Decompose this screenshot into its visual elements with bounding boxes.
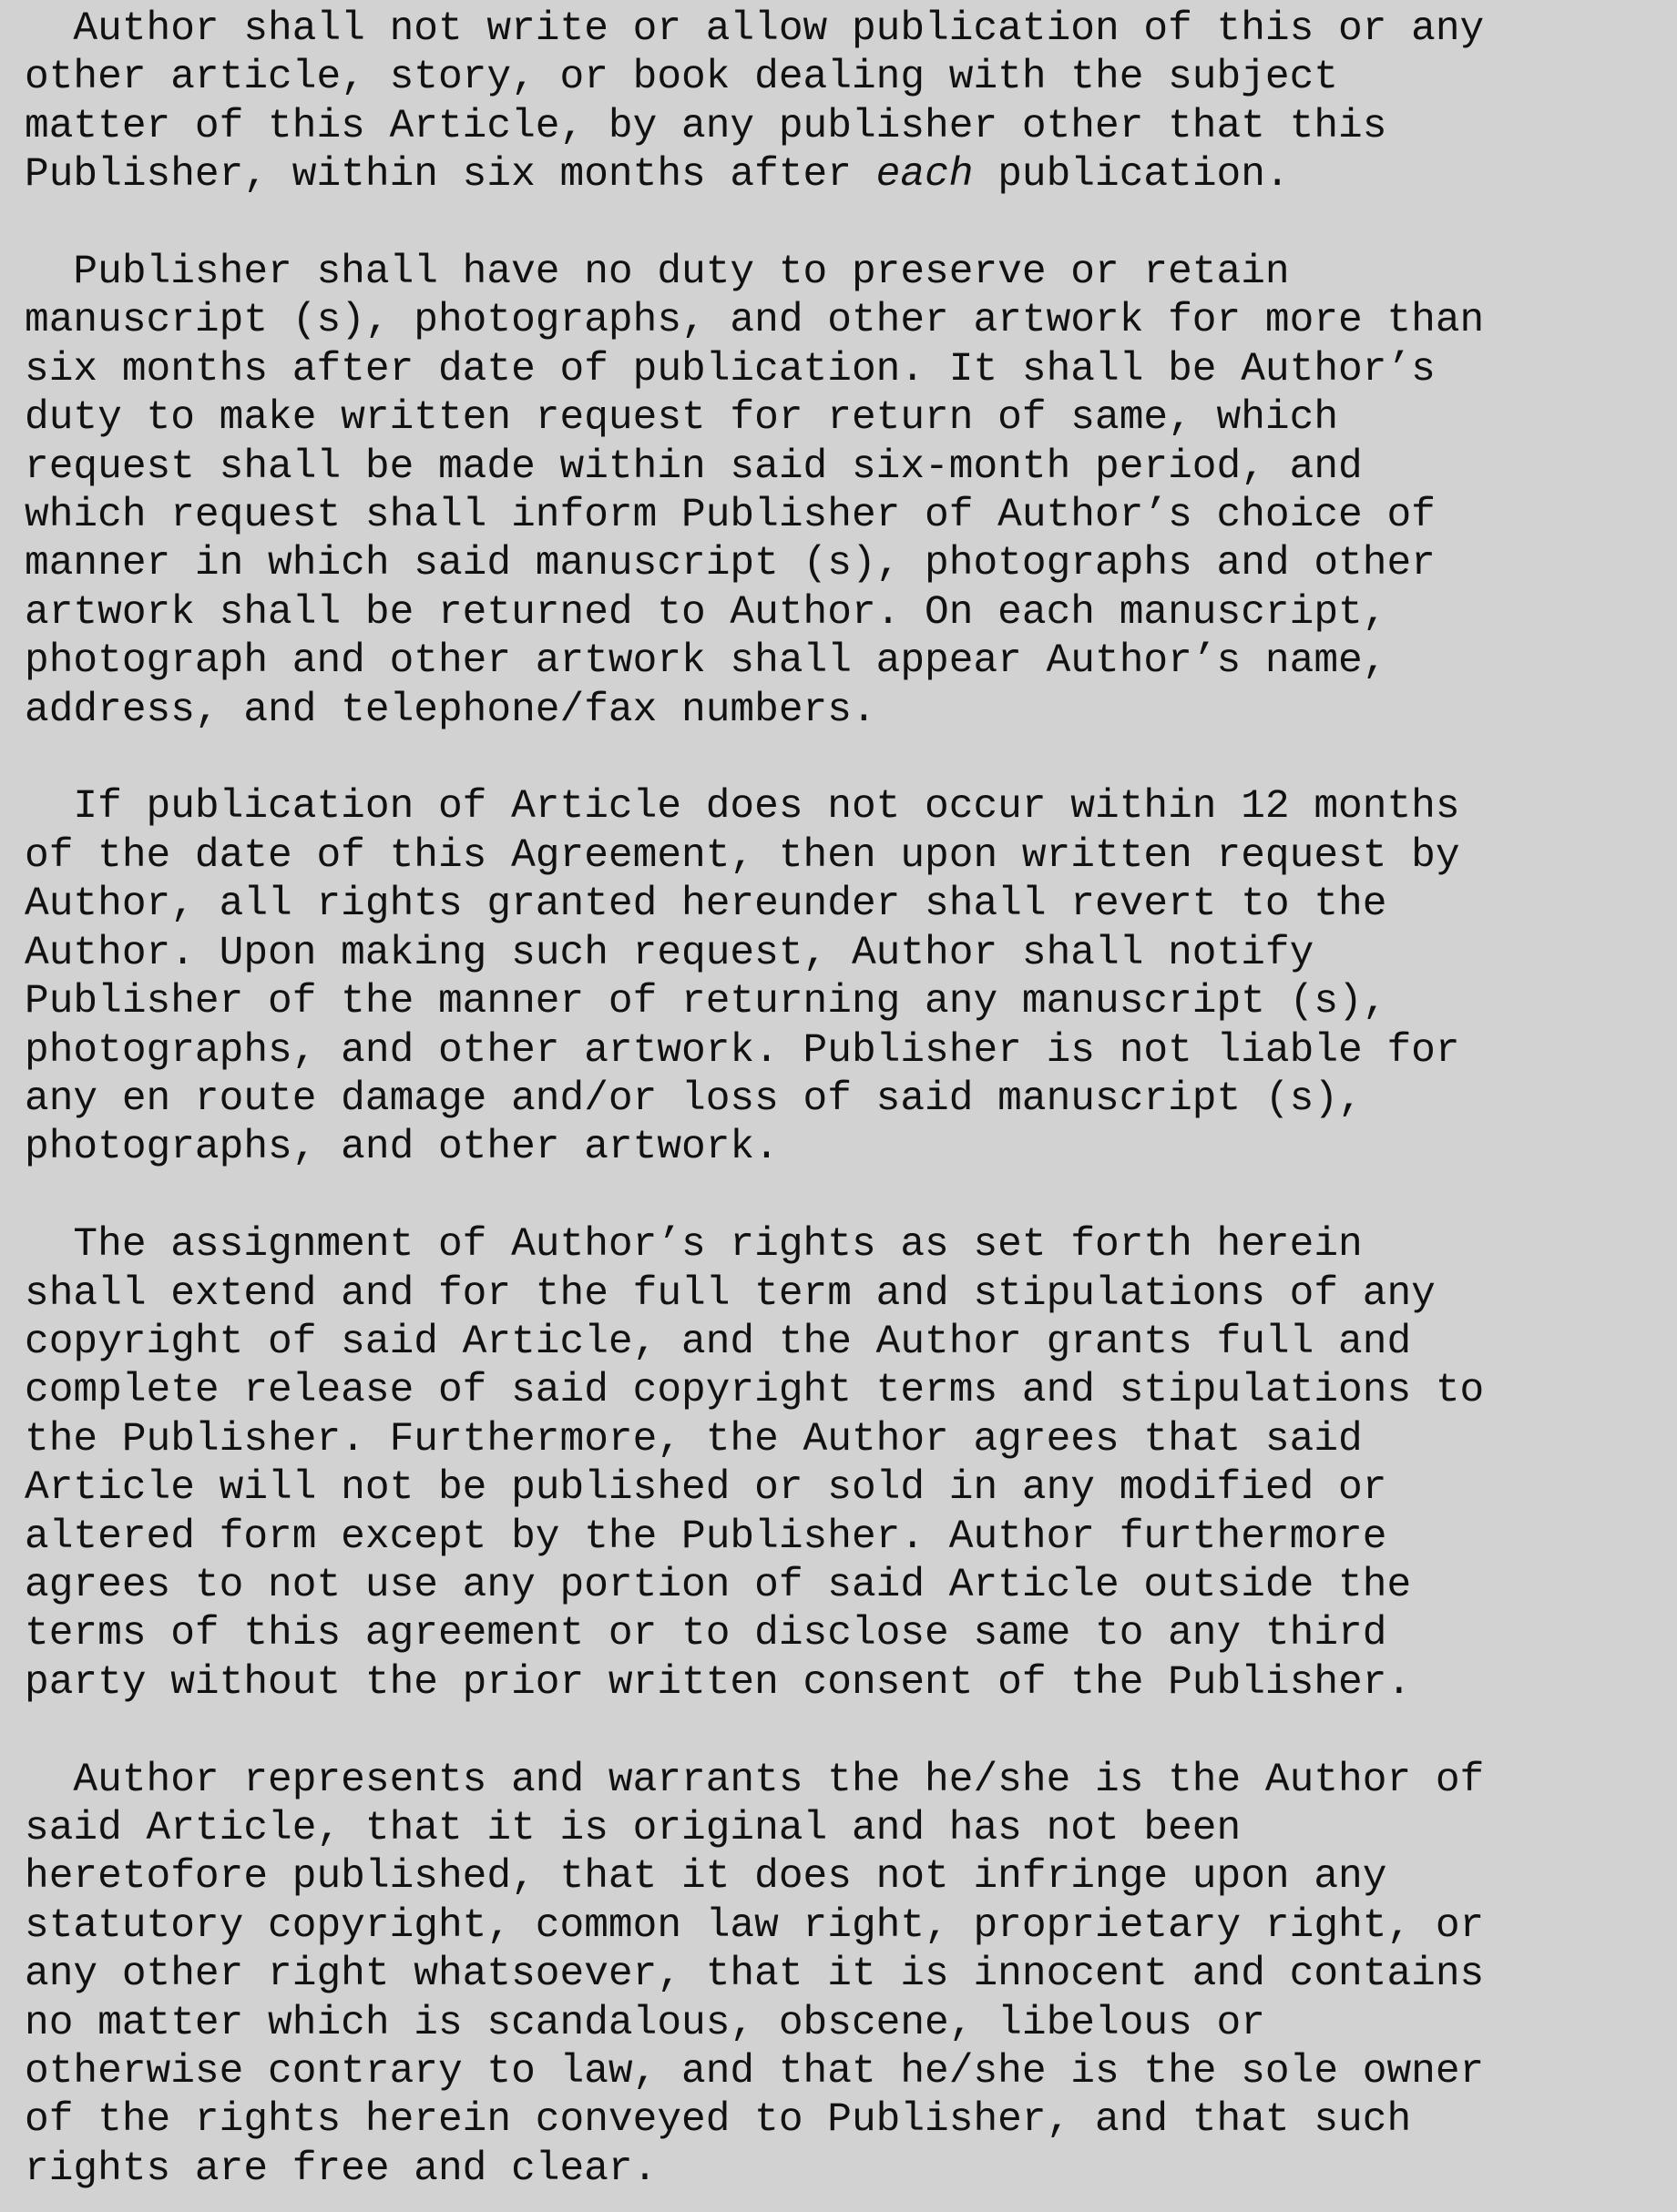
- text-line: Publisher shall have no duty to preserve or retain: [25, 250, 1290, 296]
- text-line: rights are free and clear.: [25, 2146, 658, 2192]
- text-line: Author shall not write or allow publication of this or any: [25, 6, 1485, 52]
- text-line: duty to make written request for return of same, which: [25, 395, 1339, 442]
- paragraph-3: [25, 783, 1668, 1172]
- text-line: photographs, and other artwork.: [25, 1125, 779, 1171]
- text-line: no matter which is scandalous, obscene, libelous or: [25, 2000, 1265, 2046]
- text-line: other article, story, or book dealing with the subject: [25, 55, 1339, 101]
- text-line: any other right whatsoever, that it is innocent and contains: [25, 1952, 1485, 1998]
- text-line: altered form except by the Publisher. Author furthermore: [25, 1514, 1387, 1560]
- text-line: artwork shall be returned to Author. On each manuscript,: [25, 589, 1387, 636]
- paragraph-2: [25, 249, 1668, 735]
- text-line: photographs, and other artwork. Publisher is not liable for: [25, 1027, 1460, 1074]
- text-line: shall extend and for the full term and stipulations of any: [25, 1270, 1436, 1317]
- text-line: copyright of said Article, and the Author grants full and: [25, 1319, 1412, 1365]
- text-line: six months after date of publication. It shall be Author’s: [25, 346, 1436, 392]
- paragraph-1: [25, 5, 1668, 200]
- text-line: party without the prior written consent of the Publisher.: [25, 1659, 1412, 1706]
- text-line: manner in which said manuscript (s), photographs and other: [25, 541, 1436, 587]
- paragraph-4: [25, 1221, 1668, 1707]
- text-line: agrees to not use any portion of said Article outside the: [25, 1562, 1412, 1608]
- text-line: address, and telephone/fax numbers.: [25, 687, 876, 733]
- text-line: request shall be made within said six-month period, and: [25, 443, 1363, 490]
- text-line: the Publisher. Furthermore, the Author agrees that said: [25, 1416, 1363, 1463]
- text-line: manuscript (s), photographs, and other artwork for more than: [25, 298, 1485, 344]
- document-body: [25, 5, 1668, 2194]
- text-line: statutory copyright, common law right, proprietary right, or: [25, 1902, 1485, 1949]
- text-line: photograph and other artwork shall appear Author’s name,: [25, 638, 1387, 685]
- text-line: Author. Upon making such request, Author shall notify: [25, 930, 1314, 976]
- paragraph-5: [25, 1757, 1668, 2195]
- text-line: of the rights herein conveyed to Publisher, and that such: [25, 2097, 1412, 2144]
- text-line: said Article, that it is original and has not been: [25, 1805, 1242, 1851]
- text-line: The assignment of Author’s rights as set forth herein: [25, 1222, 1363, 1269]
- text-line: Publisher, within six months after each publication.: [25, 152, 1290, 199]
- text-line: any en route damage and/or loss of said manuscript (s),: [25, 1075, 1363, 1122]
- text-line: which request shall inform Publisher of Author’s choice of: [25, 493, 1436, 539]
- text-line: Author represents and warrants the he/she is the Author of: [25, 1757, 1485, 1803]
- text-line: If publication of Article does not occur within 12 months: [25, 784, 1460, 831]
- emphasized-word: each: [875, 152, 974, 199]
- text-line: complete release of said copyright terms and stipulations to: [25, 1368, 1485, 1414]
- text-line: terms of this agreement or to disclose same to any third: [25, 1611, 1387, 1657]
- text-line: Author, all rights granted hereunder shall revert to the: [25, 882, 1387, 928]
- text-line: heretofore published, that it does not infringe upon any: [25, 1854, 1387, 1901]
- text-line: Publisher of the manner of returning any manuscript (s),: [25, 979, 1387, 1025]
- text-line: matter of this Article, by any publisher other that this: [25, 103, 1387, 149]
- text-line: of the date of this Agreement, then upon written request by: [25, 832, 1460, 879]
- text-line: otherwise contrary to law, and that he/she is the sole owner: [25, 2049, 1485, 2095]
- text-line: Article will not be published or sold in any modified or: [25, 1465, 1387, 1512]
